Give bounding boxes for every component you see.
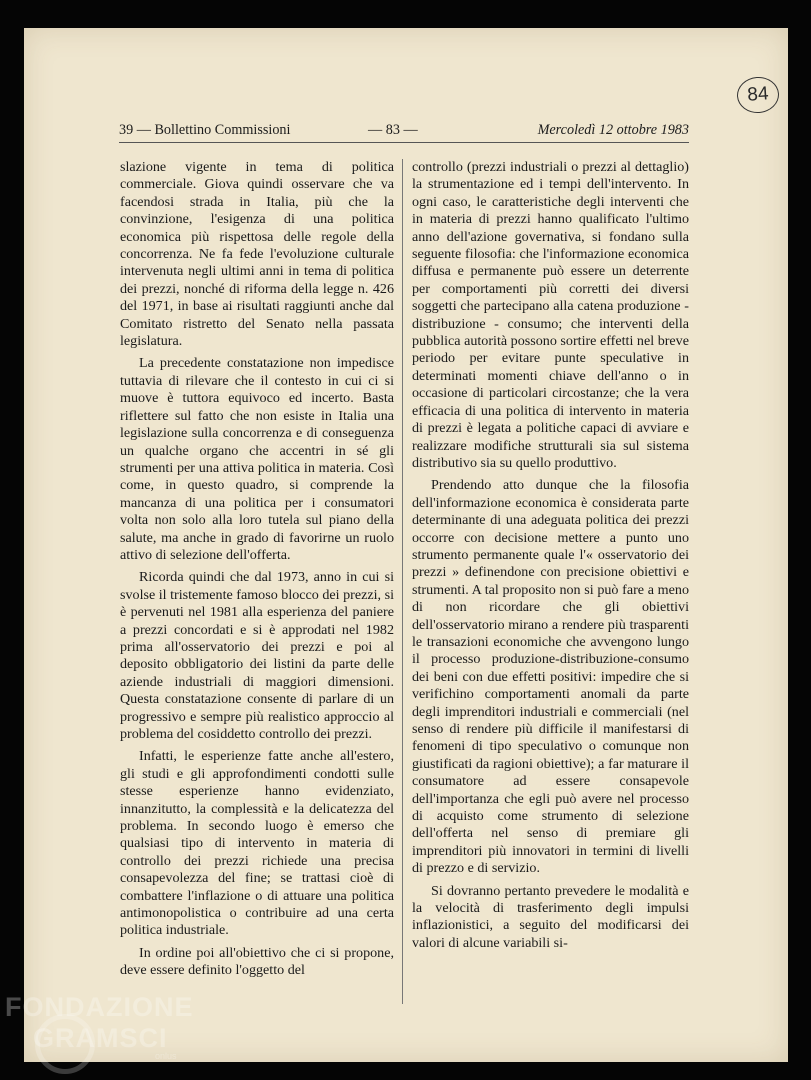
paragraph: controllo (prezzi industriali o prezzi al dettaglio) la strumentazione ed i tempi dell'intervento. In ogni caso, le caratteristiche degli interventi che in materia di prezzi hanno qualificato l'ultimo anno dell'azione governativa, si fondano sulla seguente filosofia: che l'informazione economica diffusa e permanente può essere un deterrente per comportamenti più corretti dei diversi soggetti che partecipano alla catena produzione - distribuzione - consumo; che interventi della pubblica autorità possono sortire effetti nel breve periodo per evitare punte speculative in determinati momenti chiave dell'anno o in occasione di particolari circostanze; che la vera efficacia di una politica di intervento in materia di prezzi è legata a politiche capaci di avviare e realizzare modifiche strutturali sia sul sistema distributivo sia su quello produttivo. bbox=[412, 159, 689, 471]
paragraph: Infatti, le esperienze fatte anche all'estero, gli studi e gli approfondimenti condotti sulle stesse esperienze hanno evidenziato, innanzitutto, la complessità e la delicatezza del problema. In secondo luogo è emerso che qualsiasi tipo di intervento in materia di controllo dei prezzi richiede una precisa consapevolezza del fine; se trattasi cioè di combattere l'inflazione o di attuare una politica antimonopolistica o contribuire ad una certa politica industriale. bbox=[120, 748, 394, 939]
left-column bbox=[120, 159, 394, 980]
paragraph: Prendendo atto dunque che la filosofia dell'informazione economica è considerata parte determinante di una adeguata politica dei prezzi occorre con decisione mettere a punto uno strumento permanente quale l'« osservatorio dei prezzi » definendone con precisione obiettivi e strumenti. A tal proposito non si può fare a meno di non ricordare che gli obiettivi dell'osservatorio mirano a rendere più trasparenti le transazioni economiche che avvengono lungo il processo produzione-distribuzione-consumo dei beni con due effetti positivi: impedire che si verifichino comportamenti anomali da parte degli imprenditori industriali e commerciali (nel senso di rendere più difficile il manifestarsi di fenomeni di tipo speculativo o comunque non giustificati da ragioni obiettive); a far maturare il consumatore ad essere consapevole dell'importanza che egli può avere nel processo di acquisto come strumento di selezione dell'offerta nel senso di premiare gli imprenditori più innovatori in termini di livelli di prezzo e di servizio. bbox=[412, 477, 689, 877]
header-page-number: — 83 — bbox=[368, 122, 418, 138]
paragraph: La precedente constatazione non impedisce tuttavia di rilevare che il contesto in cui ci si muove è tuttora equivoco ed incerto. Basta riflettere sul fatto che non esiste in Italia una legislazione sulla concorrenza e di conseguenza un qualche organo che accentri in sé gli strumenti per una attiva politica in materia. Così come, in questo quadro, si comprende la mancanza di una politica per i consumatori volta non solo alla loro tutela sul piano della salute, ma anche in grado di favorirne un ruolo attivo di selezione dell'offerta. bbox=[120, 355, 394, 563]
watermark-line-3: onlus bbox=[155, 1051, 177, 1061]
header-publication: 39 — Bollettino Commissioni bbox=[119, 122, 291, 138]
archive-number-stamp: 84 bbox=[736, 76, 780, 115]
paragraph: Ricorda quindi che dal 1973, anno in cui si svolse il tristemente famoso blocco dei prezzi, si è pervenuti nel 1981 alla esperienza del paniere a prezzi concordati e si è approdati nel 1982 prima all'osservatorio dei prezzi e poi al deposito obbligatorio dei listini da parte delle aziende industriali di maggiori dimensioni. Questa constatazione consente di parlare di un progressivo e sempre più realistico approccio al problema del cosiddetto controllo dei prezzi. bbox=[120, 569, 394, 742]
column-divider bbox=[402, 159, 403, 1004]
watermark-line-2: GRAMSCI bbox=[33, 1023, 168, 1053]
paragraph: slazione vigente in tema di politica commerciale. Giova quindi osservare che va facendosi strada in Italia, più che la convinzione, l'esigenza di una politica economica più rispettosa delle regole della concorrenza. Ne fa fede l'evoluzione culturale intervenuta negli ultimi anni in tema di politica dei prezzi, nonché di riforma della legge n. 426 del 1971, in base ai risultati raggiunti anche dal Comitato ristretto del Senato nella passata legislatura. bbox=[120, 159, 394, 350]
right-column bbox=[412, 159, 689, 952]
paragraph: Si dovranno pertanto prevedere le modalità e la velocità di trasferimento degli impulsi inflazionistici, a seguito del modificarsi dei valori di alcune variabili si- bbox=[412, 882, 689, 951]
watermark-line-1: FONDAZIONE bbox=[5, 992, 194, 1022]
header-rule bbox=[119, 142, 689, 143]
document-page bbox=[24, 28, 788, 1062]
header-date: Mercoledì 12 ottobre 1983 bbox=[537, 122, 689, 138]
paragraph: In ordine poi all'obiettivo che ci si propone, deve essere definito l'oggetto del bbox=[120, 944, 394, 979]
